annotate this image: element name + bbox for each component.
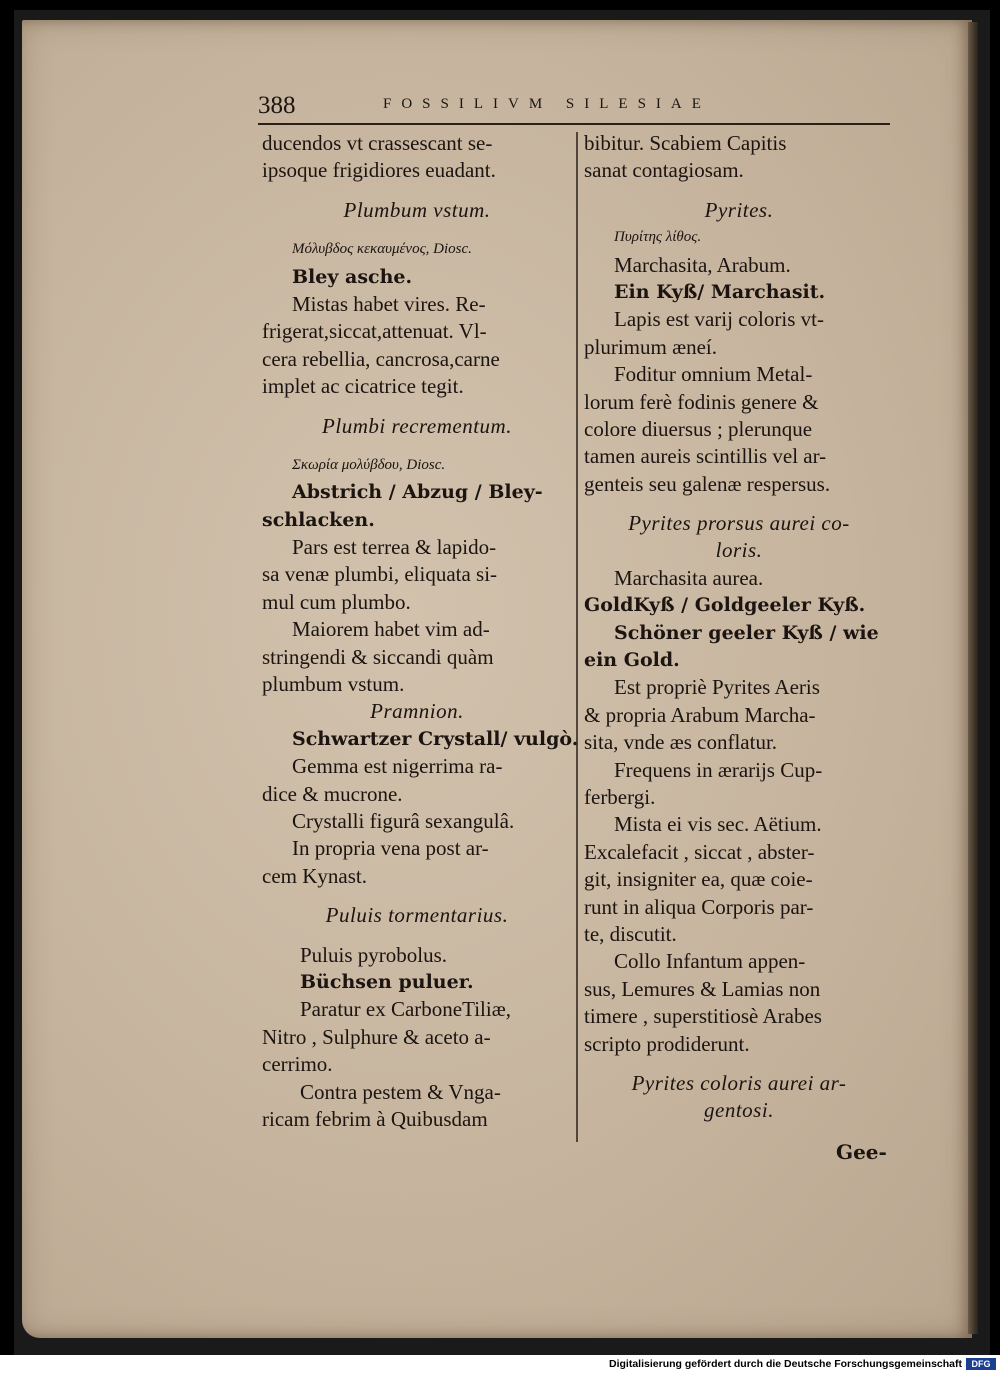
- header-rule: [258, 123, 890, 125]
- text-line: lorum ferè fodinis genere &: [584, 389, 819, 414]
- text-line: Puluis pyrobolus.: [300, 942, 448, 967]
- text-line: tamen aureis scintillis vel ar-: [584, 444, 827, 469]
- column-rule: [576, 132, 578, 1142]
- section-heading-pramnion: Pramnion.: [370, 699, 464, 724]
- text-line: runt in aliqua Corporis par-: [584, 894, 814, 919]
- text-line: cerrimo.: [262, 1052, 333, 1077]
- text-line: & propria Arabum Marcha-: [584, 702, 816, 727]
- text-line: sita, vnde æs conflatur.: [584, 730, 778, 755]
- text-line: ricam febrim à Quibusdam: [262, 1106, 488, 1131]
- footer-bar: [0, 1355, 1000, 1373]
- text-line: Collo Infantum appen-: [614, 949, 806, 974]
- page-number: 388: [258, 92, 296, 119]
- section-heading-plumbi-recrementum: Plumbi recrementum.: [322, 413, 512, 438]
- text-line: Foditur omnium Metal-: [614, 362, 813, 387]
- german-name: Abstrich / Abzug / Bley-: [292, 481, 543, 504]
- text-line: Gemma est nigerrima ra-: [292, 754, 503, 779]
- text-line: frigerat,siccat,attenuat. Vl-: [262, 319, 487, 344]
- section-heading-pyrites-aurei-cont: loris.: [715, 538, 763, 563]
- text-line: sus, Lemures & Lamias non: [584, 976, 821, 1001]
- catchword: Gee-: [836, 1140, 887, 1164]
- text-line: git, insigniter ea, quæ coie-: [584, 867, 813, 892]
- section-heading-pyrites-argentosi-cont: gentosi.: [704, 1098, 774, 1123]
- section-heading-pyrites-aurei: Pyrites prorsus aurei co-: [628, 511, 850, 536]
- section-heading-pyrites-argentosi: Pyrites coloris aurei ar-: [631, 1070, 847, 1095]
- text-line: In propria vena post ar-: [292, 836, 489, 861]
- german-name: Ein Kyß/ Marchasit.: [614, 280, 826, 303]
- german-name: schlacken.: [262, 508, 375, 531]
- text-line: bibitur. Scabiem Capitis: [584, 131, 787, 155]
- text-line: plurimum æneí.: [584, 334, 717, 359]
- text-line: stringendi & siccandi quàm: [262, 644, 494, 669]
- text-line: Frequens in ærarijs Cup-: [614, 757, 823, 782]
- section-heading-pyrites: Pyrites.: [704, 197, 774, 222]
- section-heading-puluis-tormentarius: Puluis tormentarius.: [325, 903, 509, 928]
- text-line: timere , superstitiosè Arabes: [584, 1004, 822, 1029]
- german-name: Schöner geeler Kyß / wie: [614, 621, 879, 644]
- text-line: Marchasita, Arabum.: [614, 252, 791, 277]
- text-line: ferbergi.: [584, 784, 656, 809]
- text-line: mul cum plumbo.: [262, 589, 411, 614]
- page-edge: [968, 22, 978, 1334]
- text-line: Mistas habet vires. Re-: [292, 291, 486, 316]
- text-line: Contra pestem & Vnga-: [300, 1079, 501, 1104]
- text-line: dice & mucrone.: [262, 781, 403, 806]
- digitization-credit: Digitalisierung gefördert durch die Deutsche Forschungsgemeinschaft: [609, 1358, 962, 1370]
- text-line: sa venæ plumbi, eliquata si-: [262, 562, 498, 587]
- text-line: colore diuersus ; plerunque: [584, 416, 813, 441]
- text-line: sanat contagiosam.: [584, 158, 744, 183]
- text-line: ducendos vt crassescant se-: [262, 131, 493, 155]
- greek-name: Σκωρία μολύβδου, Diosc.: [292, 456, 446, 473]
- right-column: [584, 130, 894, 1125]
- text-line: Crystalli figurâ sexangulâ.: [292, 808, 515, 833]
- text-line: genteis seu galenæ respersus.: [584, 471, 831, 496]
- text-line: Nitro , Sulphure & aceto a-: [262, 1024, 491, 1049]
- left-column: [262, 130, 579, 1133]
- text-line: Est propriè Pyrites Aeris: [614, 675, 820, 700]
- text-line: Maiorem habet vim ad-: [292, 617, 490, 642]
- text-line: plumbum vstum.: [262, 672, 405, 697]
- section-heading-plumbum-vstum: Plumbum vstum.: [343, 197, 491, 222]
- german-name: Schwartzer Crystall/ vulgò.: [292, 727, 579, 750]
- text-line: implet ac cicatrice tegit.: [262, 374, 464, 399]
- text-line: Excalefacit , siccat , abster-: [584, 839, 815, 864]
- text-line: te, discutit.: [584, 921, 677, 946]
- text-line: Paratur ex CarboneTiliæ,: [300, 997, 511, 1022]
- text-line: Mista ei vis sec. Aëtium.: [614, 812, 822, 837]
- greek-name: Μόλυβδος κεκαυμένος, Diosc.: [292, 241, 472, 258]
- text-line: Marchasita aurea.: [614, 565, 764, 590]
- text-line: Pars est terrea & lapido-: [292, 535, 497, 560]
- dfg-logo: DFG: [966, 1358, 996, 1370]
- text-line: cera rebellia, cancrosa,carne: [262, 346, 500, 371]
- german-name: Büchsen puluer.: [300, 970, 474, 993]
- german-name: Bley asche.: [292, 265, 413, 288]
- text-line: scripto prodiderunt.: [584, 1031, 750, 1056]
- text-line: cem Kynast.: [262, 863, 367, 888]
- german-name: GoldKyß / Goldgeeler Kyß.: [584, 594, 866, 617]
- german-name: ein Gold.: [584, 649, 680, 672]
- greek-name: Πυρίτης λίθος.: [614, 229, 702, 246]
- text-line: ipsoque frigidiores euadant.: [262, 158, 496, 183]
- page-header: [258, 92, 888, 122]
- running-title: FOSSILIVM SILESIAE: [383, 96, 711, 112]
- text-line: Lapis est varij coloris vt-: [614, 307, 824, 332]
